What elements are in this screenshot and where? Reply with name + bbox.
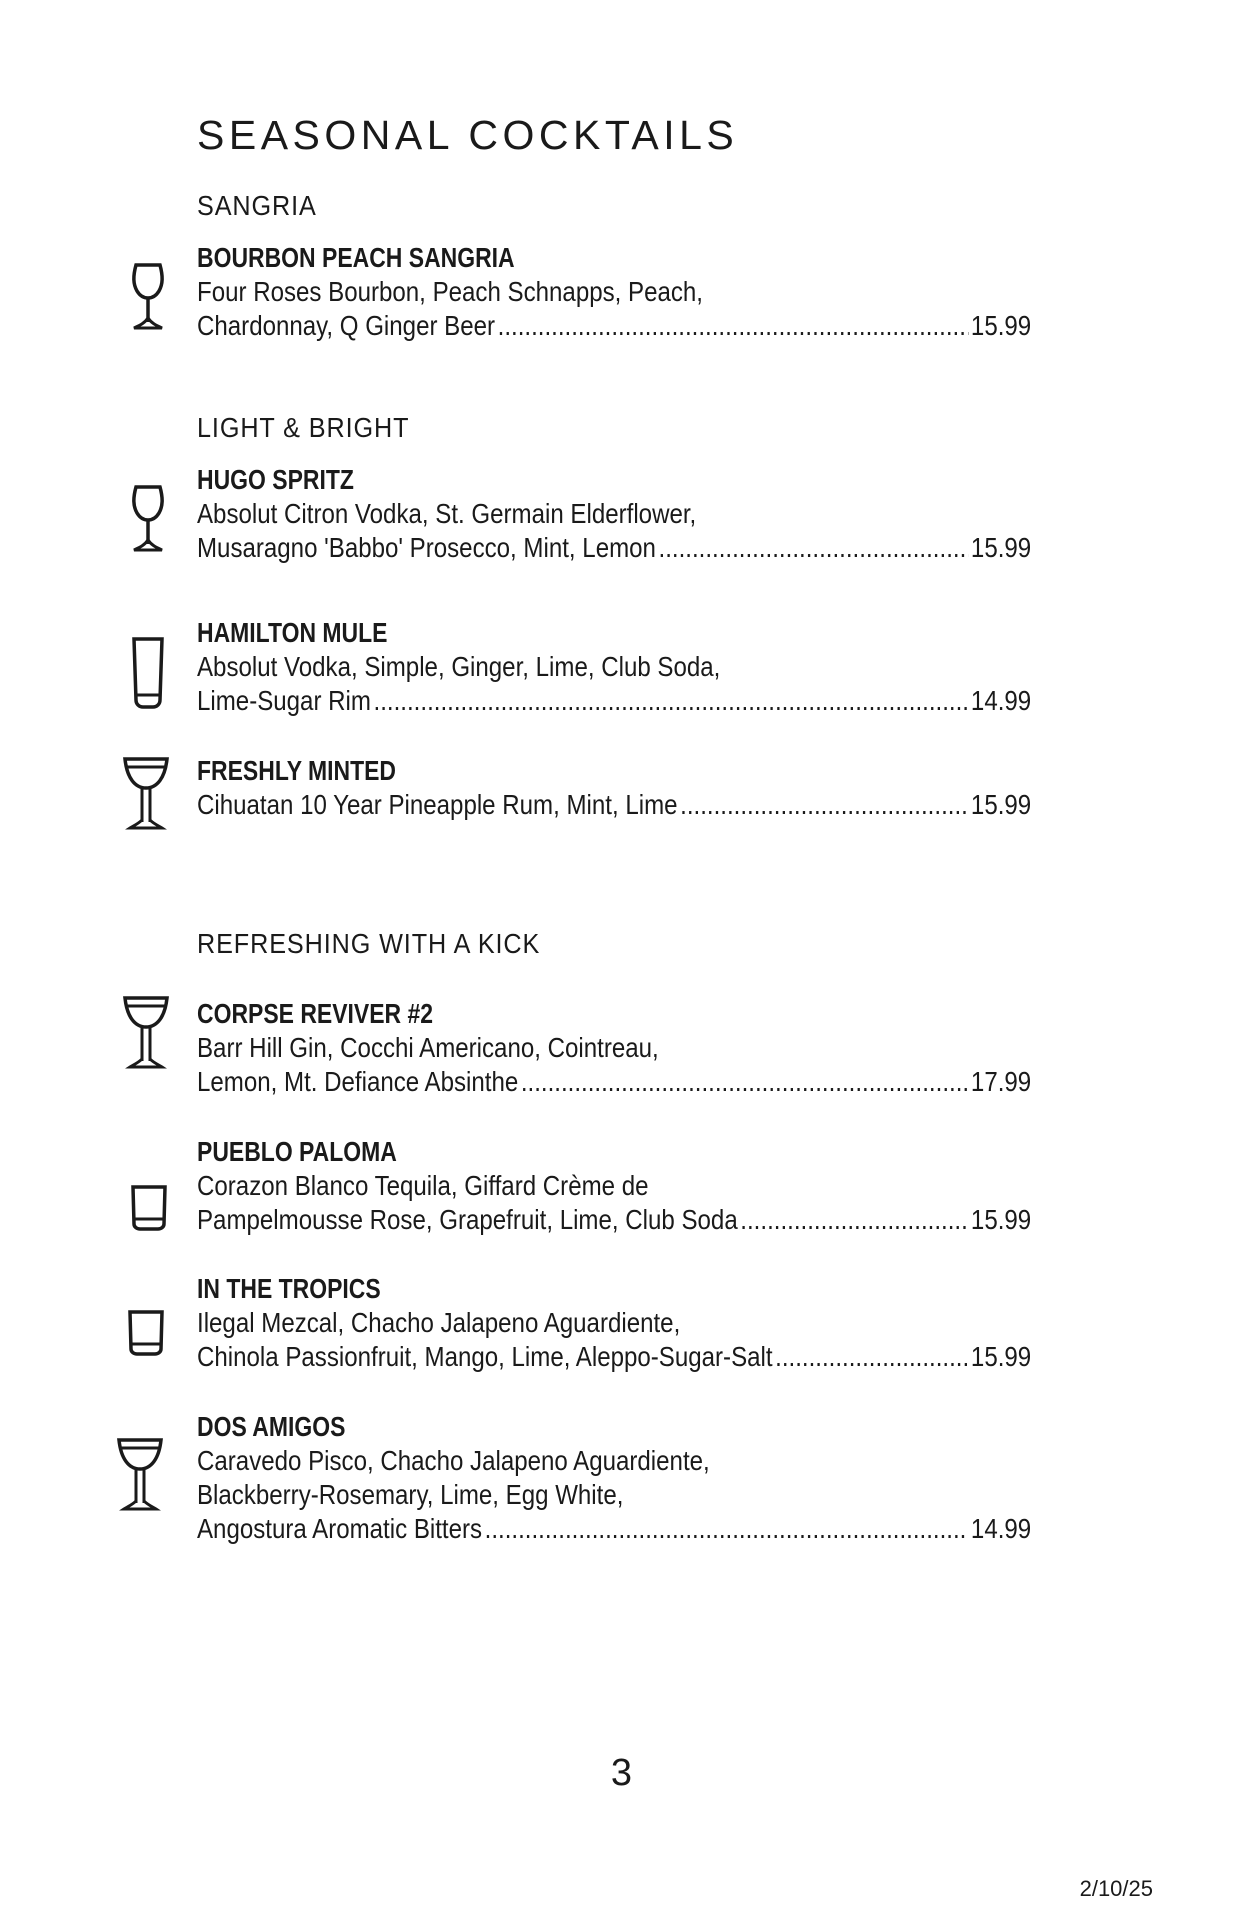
menu-item-in-the-tropics bbox=[197, 1272, 1031, 1374]
wine-glass-icon bbox=[130, 262, 166, 332]
item-name: CORPSE REVIVER #2 bbox=[197, 998, 434, 1029]
dot-leader bbox=[680, 788, 968, 822]
coupe-glass-icon bbox=[122, 756, 170, 832]
dot-leader bbox=[775, 1340, 968, 1374]
menu-item-bourbon-peach-sangria bbox=[197, 241, 1031, 343]
item-description-line: Angostura Aromatic Bitters bbox=[197, 1513, 483, 1544]
item-price: 15.99 bbox=[970, 789, 1032, 820]
item-description-line: Absolut Citron Vodka, St. Germain Elderflower, bbox=[197, 498, 697, 529]
coupe-glass-icon bbox=[116, 1437, 164, 1513]
item-price: 15.99 bbox=[970, 1204, 1032, 1235]
section-heading-refreshing-with-a-kick: REFRESHING WITH A KICK bbox=[197, 928, 541, 959]
item-description-line: Four Roses Bourbon, Peach Schnapps, Peach, bbox=[197, 276, 703, 307]
item-description-line: Ilegal Mezcal, Chacho Jalapeno Aguardiente, bbox=[197, 1307, 681, 1338]
page-number: 3 bbox=[610, 1752, 633, 1794]
menu-item-freshly-minted bbox=[197, 754, 1031, 822]
item-price-line bbox=[197, 788, 1031, 822]
item-price: 14.99 bbox=[970, 1513, 1032, 1544]
item-name: HUGO SPRITZ bbox=[197, 464, 354, 495]
item-description-line: Cihuatan 10 Year Pineapple Rum, Mint, Lime bbox=[197, 789, 678, 820]
item-price-line bbox=[197, 1065, 1031, 1099]
item-price-line bbox=[197, 684, 1031, 718]
menu-item-hugo-spritz bbox=[197, 463, 1031, 565]
item-name: IN THE TROPICS bbox=[197, 1273, 381, 1304]
item-description-line: Chinola Passionfruit, Mango, Lime, Aleppo-Sugar-Salt bbox=[197, 1341, 773, 1372]
item-name: HAMILTON MULE bbox=[197, 617, 388, 648]
item-price: 15.99 bbox=[970, 1341, 1032, 1372]
menu-item-pueblo-paloma bbox=[197, 1135, 1031, 1237]
item-price-line bbox=[197, 1340, 1031, 1374]
wine-glass-icon bbox=[130, 484, 166, 554]
item-description-line: Caravedo Pisco, Chacho Jalapeno Aguardiente, bbox=[197, 1445, 710, 1476]
menu-item-corpse-reviver-2 bbox=[197, 997, 1031, 1099]
item-description-line: Corazon Blanco Tequila, Giffard Crème de bbox=[197, 1170, 649, 1201]
dot-leader bbox=[659, 531, 969, 565]
item-description-line: Lime-Sugar Rim bbox=[197, 685, 371, 716]
menu-item-hamilton-mule bbox=[197, 616, 1031, 718]
rocks-glass-icon bbox=[130, 1184, 168, 1232]
dot-leader bbox=[740, 1203, 968, 1237]
item-price: 17.99 bbox=[970, 1066, 1032, 1097]
dot-leader bbox=[498, 309, 969, 343]
menu-item-dos-amigos bbox=[197, 1410, 1031, 1546]
coupe-glass-icon bbox=[122, 995, 170, 1071]
rocks-glass-icon bbox=[127, 1309, 165, 1357]
item-description-line: Absolut Vodka, Simple, Ginger, Lime, Club Soda, bbox=[197, 651, 721, 682]
item-price-line bbox=[197, 1512, 1031, 1546]
item-description-line: Chardonnay, Q Ginger Beer bbox=[197, 310, 496, 341]
item-price-line bbox=[197, 531, 1031, 565]
item-description-line: Barr Hill Gin, Cocchi Americano, Cointreau, bbox=[197, 1032, 659, 1063]
item-name: FRESHLY MINTED bbox=[197, 755, 397, 786]
item-price: 14.99 bbox=[970, 685, 1032, 716]
item-name: DOS AMIGOS bbox=[197, 1411, 346, 1442]
item-price-line bbox=[197, 309, 1031, 343]
page-title: SEASONAL COCKTAILS bbox=[197, 112, 739, 158]
dot-leader bbox=[521, 1065, 969, 1099]
item-name: PUEBLO PALOMA bbox=[197, 1136, 397, 1167]
item-description-line: Pampelmousse Rose, Grapefruit, Lime, Club Soda bbox=[197, 1204, 738, 1235]
date-stamp: 2/10/25 bbox=[1079, 1876, 1153, 1901]
section-heading-sangria: SANGRIA bbox=[197, 190, 317, 221]
highball-glass-icon bbox=[131, 636, 165, 710]
dot-leader bbox=[374, 684, 969, 718]
item-price-line bbox=[197, 1203, 1031, 1237]
item-price: 15.99 bbox=[970, 310, 1032, 341]
dot-leader bbox=[485, 1512, 969, 1546]
item-description-line: Blackberry-Rosemary, Lime, Egg White, bbox=[197, 1479, 624, 1510]
section-heading-light-bright: LIGHT & BRIGHT bbox=[197, 412, 410, 443]
item-description-line: Lemon, Mt. Defiance Absinthe bbox=[197, 1066, 519, 1097]
item-price: 15.99 bbox=[970, 532, 1032, 563]
item-name: BOURBON PEACH SANGRIA bbox=[197, 242, 515, 273]
item-description-line: Musaragno 'Babbo' Prosecco, Mint, Lemon bbox=[197, 532, 656, 563]
